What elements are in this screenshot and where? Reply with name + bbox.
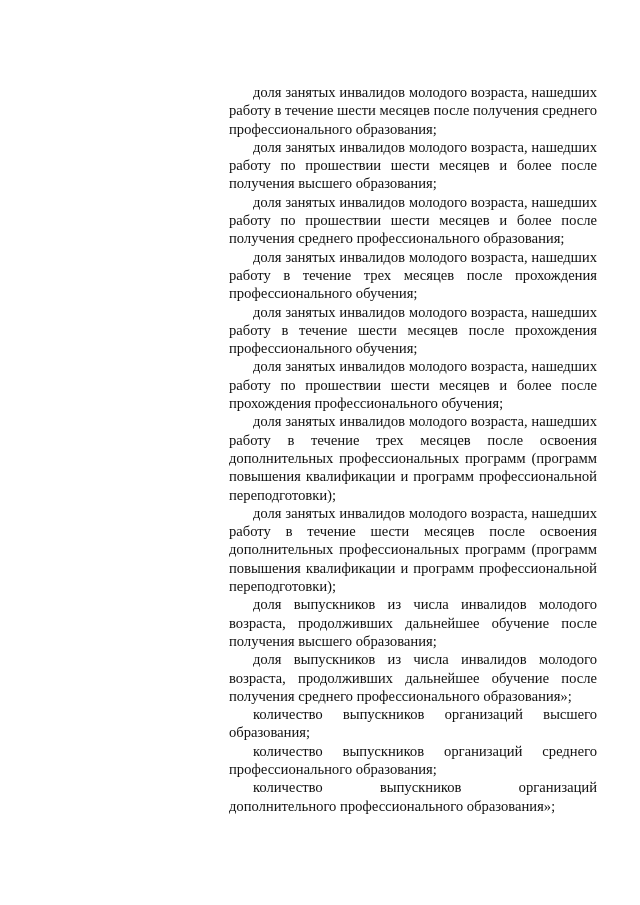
list-item: доля выпускников из числа инвалидов молодого возраста, продолживших дальнейшее обучение после получения высшего образования;: [229, 597, 597, 650]
list-item: доля занятых инвалидов молодого возраста, нашедших работу в течение шести месяцев после получения среднего профессионального образования;: [229, 85, 597, 138]
list-item: доля выпускников из числа инвалидов молодого возраста, продолживших дальнейшее обучение после получения среднего профессионального образования»;: [229, 652, 597, 705]
list-item: количество выпускников организаций дополнительного профессионального образования»;: [229, 780, 597, 815]
list-item: доля занятых инвалидов молодого возраста, нашедших работу по прошествии шести месяцев и более после получения высшего образования;: [229, 139, 597, 193]
list-item: доля занятых инвалидов молодого возраста, нашедших работу в течение трех месяцев после освоения дополнительных профессиональных программ (программ повышения квалификации и программ профессиональной переподготовки);: [229, 414, 597, 504]
list-item: доля занятых инвалидов молодого возраста, нашедших работу по прошествии шести месяцев и более после прохождения профессионального обучения;: [229, 359, 597, 413]
list-item: доля занятых инвалидов молодого возраста, нашедших работу в течение шести месяцев после освоения дополнительных профессиональных программ (программ повышения квалификации и программ профессиональной переподготовки);: [229, 505, 597, 596]
list-item: количество выпускников организаций среднего профессионального образования;: [229, 743, 597, 778]
list-item: количество выпускников организаций высшего образования;: [229, 707, 597, 742]
list-item: доля занятых инвалидов молодого возраста, нашедших работу по прошествии шести месяцев и более после получения среднего профессионального образования;: [229, 194, 597, 248]
list-item: доля занятых инвалидов молодого возраста, нашедших работу в течение трех месяцев после прохождения профессионального обучения;: [229, 249, 597, 303]
list-item: доля занятых инвалидов молодого возраста, нашедших работу в течение шести месяцев после прохождения профессионального обучения;: [229, 304, 597, 358]
text-column: [229, 84, 597, 816]
